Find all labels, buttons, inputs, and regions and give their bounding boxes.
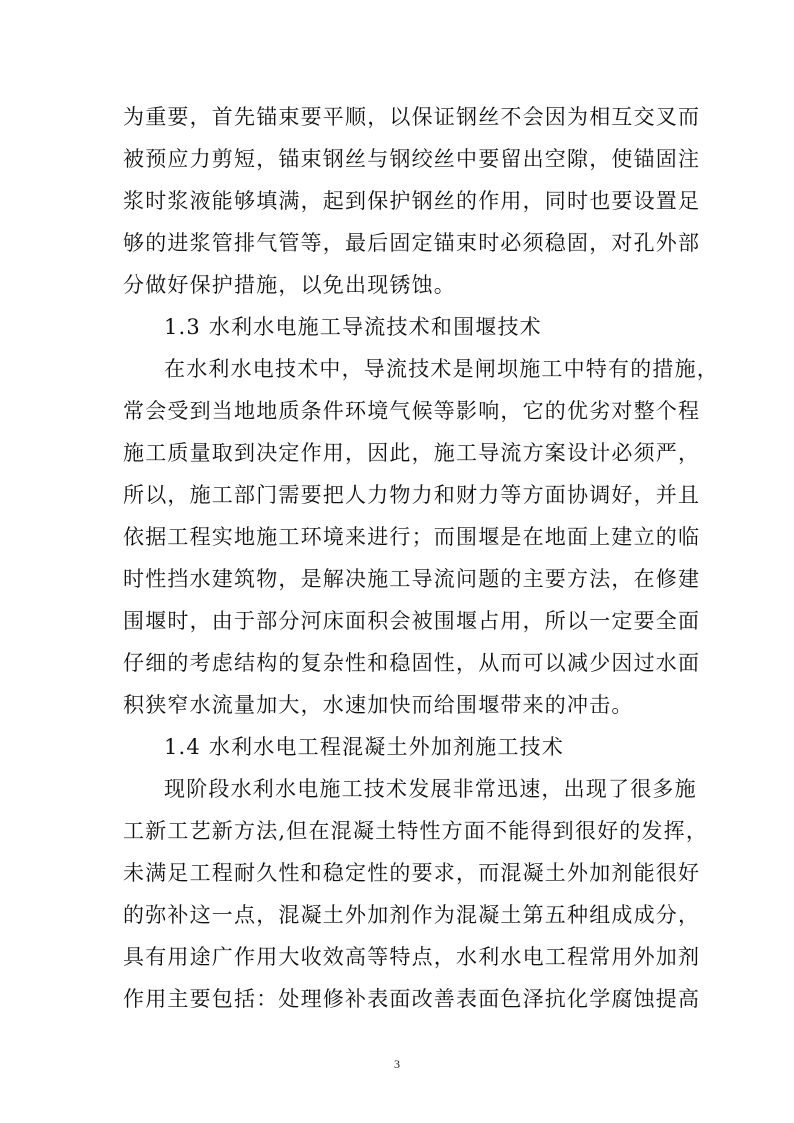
text-line: 作用主要包括：处理修补表面改善表面色泽抗化学腐蚀提高	[123, 987, 701, 1011]
text-line: 依据工程实地施工环境来进行；而围堰是在地面上建立的临	[123, 525, 701, 549]
paragraph-start: 在水利水电技术中，导流技术是闸坝施工中特有的措施，	[164, 357, 719, 381]
text-line: 积狭窄水流量加大，水速加快而给围堰带来的冲击。	[123, 693, 634, 717]
page-number: 3	[394, 1057, 400, 1071]
text-line: 所以，施工部门需要把人力物力和财力等方面协调好，并且	[123, 483, 701, 507]
text-line: 未满足工程耐久性和稳定性的要求，而混凝土外加剂能很好	[123, 861, 701, 885]
section-heading-1-4: 1.4 水利水电工程混凝土外加剂施工技术	[164, 735, 565, 759]
text-line: 围堰时，由于部分河床面积会被围堰占用，所以一定要全面	[123, 609, 701, 633]
text-line: 具有用途广作用大收效高等特点，水利水电工程常用外加剂	[123, 945, 701, 969]
text-line: 够的进浆管排气管等，最后固定锚束时必须稳固，对孔外部	[123, 231, 701, 255]
text-line: 为重要，首先锚束要平顺，以保证钢丝不会因为相互交叉而	[123, 105, 701, 129]
text-line: 分做好保护措施，以免出现锈蚀。	[123, 273, 456, 297]
text-line: 常会受到当地地质条件环境气候等影响，它的优劣对整个程	[123, 399, 701, 423]
text-line: 施工质量取到决定作用，因此，施工导流方案设计必须严，	[123, 441, 701, 465]
text-line: 浆时浆液能够填满，起到保护钢丝的作用，同时也要设置足	[123, 189, 701, 213]
paragraph-start: 现阶段水利水电施工技术发展非常迅速，出现了很多施	[164, 777, 697, 801]
text-line: 工新工艺新方法,但在混凝土特性方面不能得到很好的发挥，	[123, 819, 709, 843]
text-line: 时性挡水建筑物，是解决施工导流问题的主要方法，在修建	[123, 567, 701, 591]
text-line: 仔细的考虑结构的复杂性和稳固性，从而可以减少因过水面	[123, 651, 701, 675]
text-line: 的弥补这一点，混凝土外加剂作为混凝土第五种组成成分，	[123, 903, 701, 927]
text-line: 被预应力剪短，锚束钢丝与钢绞丝中要留出空隙，使锚固注	[123, 147, 701, 171]
section-heading-1-3: 1.3 水利水电施工导流技术和围堰技术	[164, 315, 542, 339]
